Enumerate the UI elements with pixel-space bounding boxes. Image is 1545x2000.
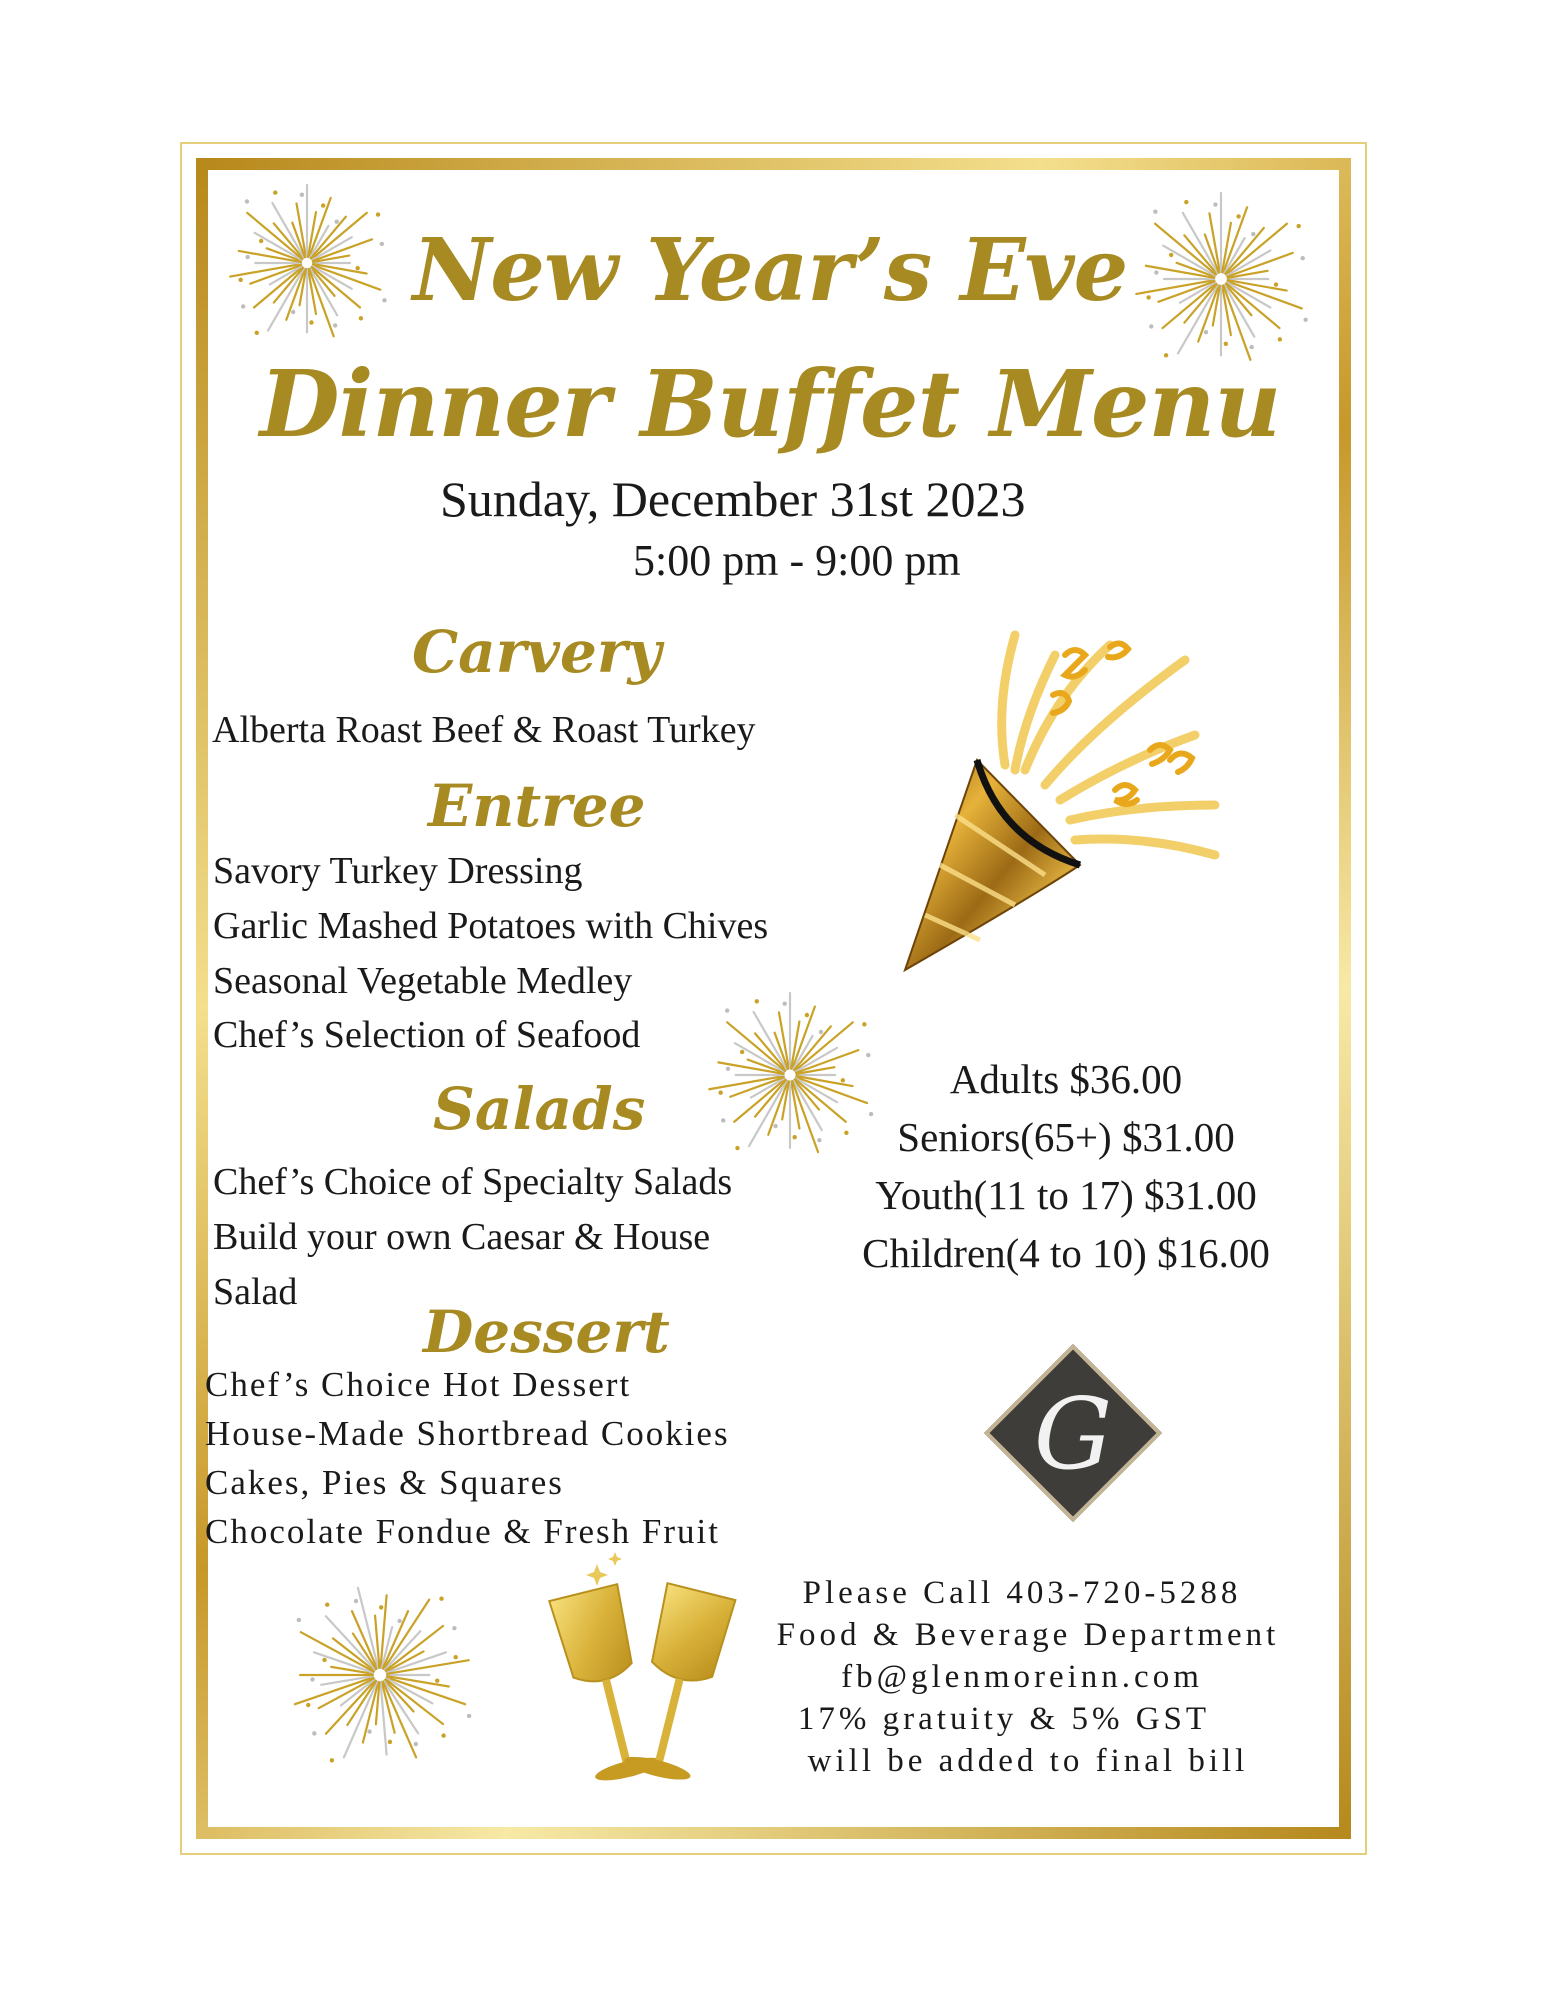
contact-phone: Please Call 403-720-5288 xyxy=(802,1575,1242,1611)
menu-item: Chef’s Selection of Seafood xyxy=(213,1014,641,1056)
logo-letter: G xyxy=(1033,1378,1113,1492)
menu-item: Savory Turkey Dressing xyxy=(213,850,583,892)
menu-item: Salad xyxy=(213,1271,298,1313)
contact-department: Food & Beverage Department xyxy=(776,1617,1280,1653)
fees-note-line2: will be added to final bill xyxy=(807,1743,1249,1779)
section-heading-salads: Salads xyxy=(433,1075,646,1143)
section-heading-entree: Entree xyxy=(428,772,646,840)
firework-icon xyxy=(280,1575,480,1775)
fees-note-line1: 17% gratuity & 5% GST xyxy=(797,1701,1211,1737)
menu-item: Cakes, Pies & Squares xyxy=(205,1463,564,1502)
section-heading-dessert: Dessert xyxy=(423,1298,670,1366)
menu-item: Chef’s Choice of Specialty Salads xyxy=(213,1161,733,1203)
price-children: Children(4 to 10) $16.00 xyxy=(862,1230,1270,1276)
contact-email[interactable]: fb@glenmoreinn.com xyxy=(841,1659,1203,1695)
menu-title-line1: New Year’s Eve xyxy=(412,220,1128,321)
menu-item: Chef’s Choice Hot Dessert xyxy=(205,1365,632,1404)
event-time: 5:00 pm - 9:00 pm xyxy=(633,536,961,585)
menu-item: House-Made Shortbread Cookies xyxy=(205,1414,730,1453)
event-date: Sunday, December 31st 2023 xyxy=(440,471,1026,527)
menu-item: Alberta Roast Beef & Roast Turkey xyxy=(212,709,756,751)
party-popper-icon xyxy=(895,625,1235,980)
section-heading-carvery: Carvery xyxy=(412,618,662,686)
price-youth: Youth(11 to 17) $31.00 xyxy=(875,1172,1257,1218)
champagne-glasses-icon xyxy=(535,1550,750,1810)
menu-item: Build your own Caesar & House xyxy=(213,1216,711,1258)
menu-item: Garlic Mashed Potatoes with Chives xyxy=(213,905,769,947)
price-seniors: Seniors(65+) $31.00 xyxy=(897,1114,1235,1160)
menu-item: Seasonal Vegetable Medley xyxy=(213,960,633,1002)
price-adults: Adults $36.00 xyxy=(949,1056,1183,1102)
menu-title-line2: Dinner Buffet Menu xyxy=(259,350,1281,458)
menu-item: Chocolate Fondue & Fresh Fruit xyxy=(205,1512,720,1551)
